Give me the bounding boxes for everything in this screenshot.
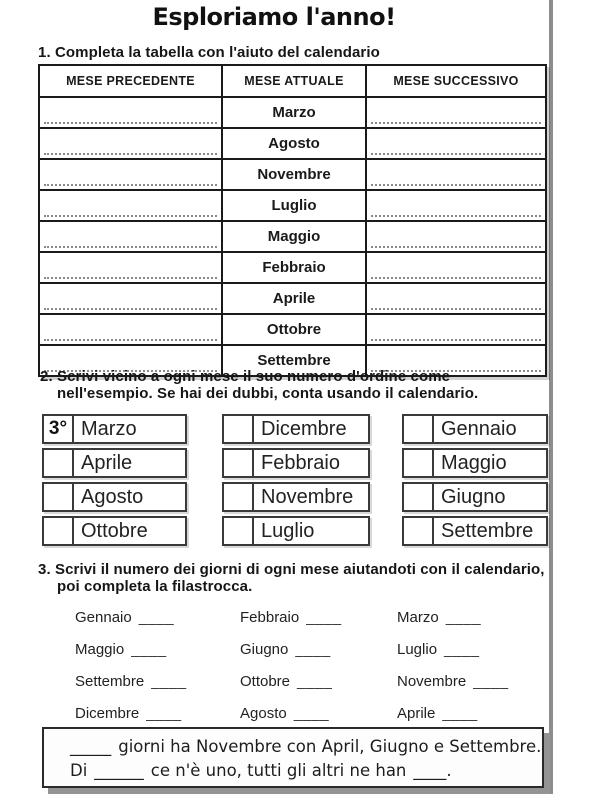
order-box bbox=[222, 516, 370, 546]
order-month-label: Giugno bbox=[441, 485, 506, 508]
prev-month-cell[interactable] bbox=[40, 253, 221, 282]
next-month-cell[interactable] bbox=[367, 222, 545, 251]
table-row bbox=[40, 282, 545, 313]
rhyme-line-1 bbox=[70, 737, 542, 756]
table-row bbox=[40, 158, 545, 189]
days-blank[interactable]: ____ bbox=[442, 705, 478, 722]
order-month-label: Agosto bbox=[81, 485, 144, 508]
month-label: Maggio bbox=[75, 641, 125, 658]
order-box bbox=[222, 414, 370, 444]
answer-line[interactable] bbox=[44, 308, 217, 310]
prev-month-cell[interactable] bbox=[40, 191, 221, 220]
page-edge-shadow bbox=[549, 0, 553, 794]
answer-line[interactable] bbox=[371, 277, 541, 279]
order-input[interactable] bbox=[404, 416, 434, 442]
table-row bbox=[40, 251, 545, 282]
days-item bbox=[75, 705, 182, 722]
days-blank[interactable]: ____ bbox=[151, 673, 187, 690]
order-input[interactable] bbox=[44, 450, 74, 476]
order-month-label: Settembre bbox=[441, 519, 534, 542]
order-input[interactable] bbox=[44, 518, 74, 544]
table-row bbox=[40, 220, 545, 251]
next-month-cell[interactable] bbox=[367, 284, 545, 313]
days-blank[interactable]: ____ bbox=[297, 673, 333, 690]
order-box bbox=[42, 414, 187, 444]
order-input[interactable] bbox=[404, 518, 434, 544]
next-month-cell[interactable] bbox=[367, 253, 545, 282]
prev-month-cell[interactable] bbox=[40, 222, 221, 251]
col-header-previous: MESE PRECEDENTE bbox=[66, 74, 195, 88]
answer-line[interactable] bbox=[371, 246, 541, 248]
order-box bbox=[42, 448, 187, 478]
prev-month-cell[interactable] bbox=[40, 129, 221, 158]
days-item bbox=[397, 673, 509, 690]
answer-line[interactable] bbox=[44, 339, 217, 341]
days-blank[interactable]: ____ bbox=[473, 673, 509, 690]
days-blank[interactable]: ____ bbox=[444, 641, 480, 658]
col-header-current: MESE ATTUALE bbox=[221, 66, 367, 96]
section3-heading-line2: poi completa la filastrocca. bbox=[57, 578, 253, 595]
rhyme-text: giorni ha Novembre con April, Giugno e Settembre. bbox=[118, 737, 542, 756]
current-month-label: Ottobre bbox=[221, 315, 367, 344]
table-row bbox=[40, 313, 545, 344]
current-month-label: Marzo bbox=[221, 98, 367, 127]
section2-heading-line2: nell'esempio. Se hai dei dubbi, conta usando il calendario. bbox=[57, 385, 479, 402]
current-month-label: Febbraio bbox=[221, 253, 367, 282]
rhyme-line-2 bbox=[70, 761, 542, 780]
answer-line[interactable] bbox=[371, 184, 541, 186]
table-row bbox=[40, 189, 545, 220]
days-blank[interactable]: ____ bbox=[131, 641, 167, 658]
order-input[interactable]: 3° bbox=[44, 416, 74, 442]
days-item bbox=[75, 641, 167, 658]
answer-line[interactable] bbox=[44, 122, 217, 124]
days-item bbox=[397, 609, 481, 626]
days-item bbox=[75, 609, 174, 626]
rhyme-box bbox=[42, 727, 544, 788]
order-box bbox=[42, 516, 187, 546]
days-blank[interactable]: ____ bbox=[445, 609, 482, 626]
answer-line[interactable] bbox=[44, 215, 217, 217]
order-box bbox=[222, 448, 370, 478]
order-box bbox=[402, 516, 548, 546]
section2-heading-line1: 2. Scrivi vicino a ogni mese il suo numero d'ordine come bbox=[40, 368, 451, 385]
next-month-cell[interactable] bbox=[367, 129, 545, 158]
month-label: Luglio bbox=[397, 641, 438, 658]
current-month-label: Aprile bbox=[221, 284, 367, 313]
order-box bbox=[222, 482, 370, 512]
order-box bbox=[402, 414, 548, 444]
next-month-cell[interactable] bbox=[367, 160, 545, 189]
rhyme-blank[interactable]: ______ bbox=[94, 761, 144, 780]
current-month-label: Luglio bbox=[221, 191, 367, 220]
days-blank[interactable]: ____ bbox=[138, 609, 175, 626]
rhyme-blank[interactable]: ____ bbox=[413, 761, 447, 780]
order-box bbox=[42, 482, 187, 512]
order-input[interactable] bbox=[224, 518, 254, 544]
current-month-label: Maggio bbox=[221, 222, 367, 251]
order-month-label: Luglio bbox=[261, 519, 315, 542]
answer-line[interactable] bbox=[371, 308, 541, 310]
section3-heading-line1: 3. Scrivi il numero dei giorni di ogni mese aiutandoti con il calendario, bbox=[38, 561, 545, 578]
table-header-row bbox=[40, 66, 545, 96]
days-blank[interactable]: ____ bbox=[293, 705, 330, 722]
col-header-next: MESE SUCCESSIVO bbox=[393, 74, 519, 88]
prev-month-cell[interactable] bbox=[40, 284, 221, 313]
days-item bbox=[240, 641, 331, 658]
worksheet-title: Esploriamo l'anno! bbox=[152, 3, 396, 31]
days-item bbox=[240, 609, 342, 626]
order-month-label: Gennaio bbox=[441, 417, 517, 440]
days-blank[interactable]: ____ bbox=[306, 609, 342, 626]
next-month-cell[interactable] bbox=[367, 98, 545, 127]
month-label: Marzo bbox=[397, 609, 439, 626]
current-month-label: Settembre bbox=[221, 346, 367, 375]
rhyme-blank[interactable]: _____ bbox=[70, 737, 112, 756]
table-row bbox=[40, 96, 545, 127]
rhyme-text: Di bbox=[70, 761, 88, 780]
month-label: Novembre bbox=[397, 673, 467, 690]
current-month-label: Novembre bbox=[221, 160, 367, 189]
month-label: Giugno bbox=[240, 641, 289, 658]
rhyme-text: ce n'è uno, tutti gli altri ne han bbox=[150, 761, 407, 780]
month-label: Ottobre bbox=[240, 673, 291, 690]
prev-month-cell[interactable] bbox=[40, 98, 221, 127]
answer-line[interactable] bbox=[44, 277, 217, 279]
order-input[interactable] bbox=[44, 484, 74, 510]
prev-month-cell[interactable] bbox=[40, 160, 221, 189]
order-box bbox=[402, 482, 548, 512]
order-input[interactable] bbox=[224, 450, 254, 476]
answer-line[interactable] bbox=[44, 153, 217, 155]
month-label: Dicembre bbox=[75, 705, 140, 722]
days-item bbox=[240, 673, 332, 690]
month-label: Aprile bbox=[397, 705, 436, 722]
month-label: Agosto bbox=[240, 705, 287, 722]
month-label: Settembre bbox=[75, 673, 145, 690]
order-input[interactable] bbox=[404, 484, 434, 510]
answer-line[interactable] bbox=[371, 215, 541, 217]
next-month-cell[interactable] bbox=[367, 315, 545, 344]
months-table bbox=[38, 64, 547, 377]
section1-heading: 1. Completa la tabella con l'aiuto del calendario bbox=[38, 44, 380, 61]
answer-line[interactable] bbox=[44, 246, 217, 248]
order-month-label: Aprile bbox=[81, 451, 133, 474]
order-month-label: Marzo bbox=[81, 417, 137, 440]
days-item bbox=[240, 705, 329, 722]
table-row bbox=[40, 127, 545, 158]
answer-line[interactable] bbox=[371, 339, 541, 341]
answer-line[interactable] bbox=[371, 122, 541, 124]
order-month-label: Ottobre bbox=[81, 519, 148, 542]
order-input[interactable] bbox=[224, 416, 254, 442]
current-month-label: Agosto bbox=[221, 129, 367, 158]
answer-line[interactable] bbox=[44, 184, 217, 186]
days-blank[interactable]: ____ bbox=[146, 705, 182, 722]
month-label: Febbraio bbox=[240, 609, 300, 626]
order-month-label: Dicembre bbox=[261, 417, 347, 440]
days-blank[interactable]: ____ bbox=[295, 641, 331, 658]
order-box bbox=[402, 448, 548, 478]
order-month-label: Novembre bbox=[261, 485, 354, 508]
next-month-cell[interactable] bbox=[367, 191, 545, 220]
order-input[interactable] bbox=[224, 484, 254, 510]
days-item bbox=[75, 673, 187, 690]
order-input[interactable] bbox=[404, 450, 434, 476]
days-item bbox=[397, 705, 478, 722]
month-label: Gennaio bbox=[75, 609, 132, 626]
prev-month-cell[interactable] bbox=[40, 315, 221, 344]
order-month-label: Maggio bbox=[441, 451, 507, 474]
order-month-label: Febbraio bbox=[261, 451, 340, 474]
days-item bbox=[397, 641, 479, 658]
rhyme-text: . bbox=[446, 761, 452, 780]
answer-line[interactable] bbox=[371, 153, 541, 155]
